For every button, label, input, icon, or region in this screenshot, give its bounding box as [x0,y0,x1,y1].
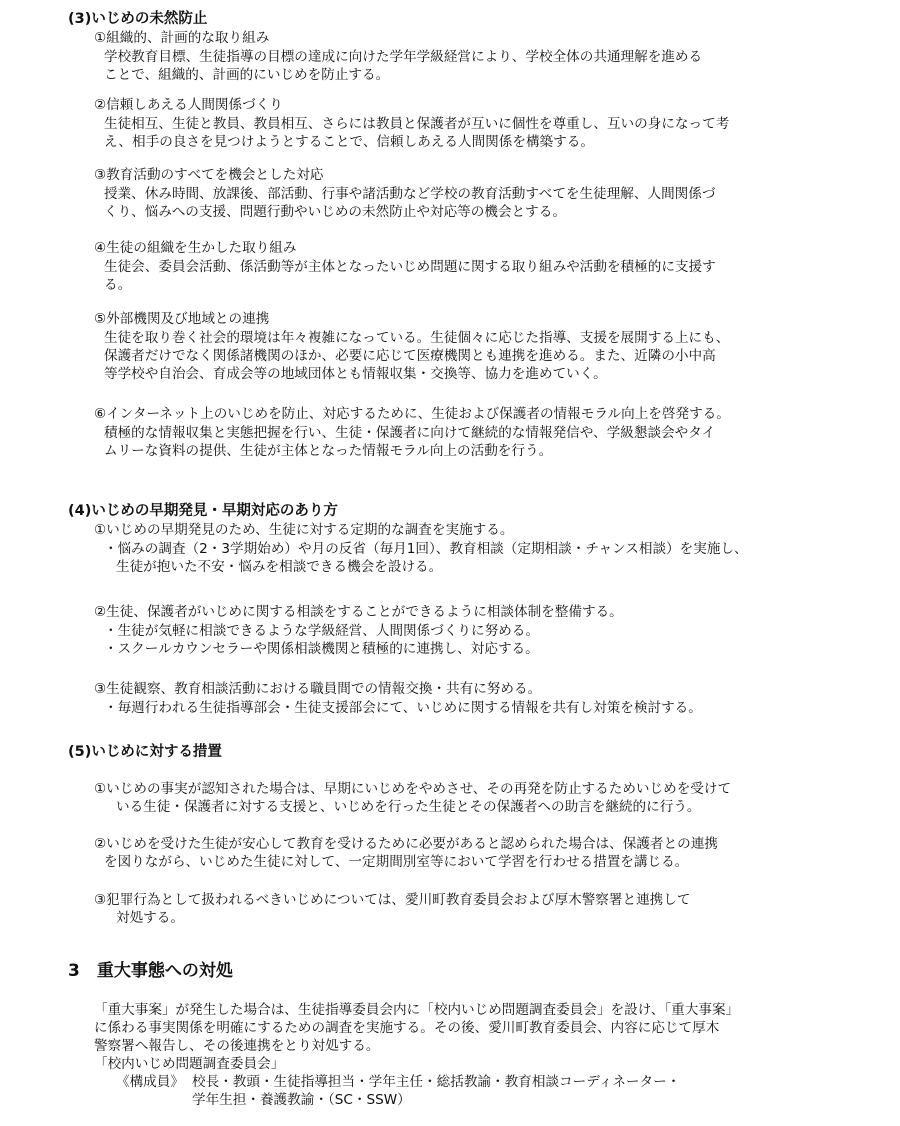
item-3-5-line-3: 等学校や自治会、育成会等の地域団体とも情報収集・交換等、協力を進めていく。 [104,366,607,382]
item-3-5-title: ⑤外部機関及び地域との連携 [94,311,270,327]
serious-body-line-3: 警察署へ報告し、その後連携をとり対処する。 [94,1038,380,1054]
item-3-1-line-2: ことで、組織的、計画的にいじめを防止する。 [104,67,390,83]
item-3-2-line-2: え、相手の良さを見つけようとすることで、信頼しあえる人間関係を構築する。 [104,134,594,150]
section-major-3-heading: 3 重大事態への対処 [68,961,233,981]
item-3-3-line-2: くり、悩みへの支援、問題行動やいじめの未然防止や対応等の機会とする。 [104,204,566,220]
item-3-6-line-1: 積極的な情報収集と実態把握を行い、生徒・保護者に向けて継続的な情報発信や、学級懇談会やタイ [104,425,716,441]
members-line-2: 学年生担・養護教諭・（SC・SSW） [192,1092,411,1108]
members-line-1: 校長・教頭・生徒指導担当・学年主任・総括教諭・教育相談コーディネーター・ [192,1074,681,1090]
item-3-3-title: ③教育活動のすべてを機会とした対応 [94,167,324,183]
item-3-1-line-1: 学校教育目標、生徒指導の目標の達成に向けた学年学級経営により、学校全体の共通理解を進める [104,49,703,65]
section-4-heading: (4)いじめの早期発見・早期対応のあり方 [68,503,338,519]
item-5-2-line-1: ②いじめを受けた生徒が安心して教育を受けるために必要があると認められた場合は、保護者との連携 [94,836,718,852]
serious-body-line-1: 「重大事案」が発生した場合は、生徒指導委員会内に「校内いじめ問題調査委員会」を設け、「重大事案」 [94,1002,740,1018]
item-5-3-line-2: 対処する。 [116,910,184,926]
serious-body-line-2: に係わる事実関係を明確にするための調査を実施する。その後、愛川町教育委員会、内容に応じて厚木 [94,1020,720,1036]
item-3-4-line-2: る。 [104,277,132,293]
section-5-heading: (5)いじめに対する措置 [68,744,222,760]
item-4-2-line-2: ・スクールカウンセラーや関係相談機関と積極的に連携し、対応する。 [104,641,539,657]
item-3-4-title: ④生徒の組織を生かした取り組み [94,240,297,256]
item-5-1-line-1: ①いじめの事実が認知された場合は、早期にいじめをやめさせ、その再発を防止するためいじめを受けて [94,781,732,797]
committee-name: 「校内いじめ問題調査委員会」 [94,1056,285,1072]
item-3-3-line-1: 授業、休み時間、放課後、部活動、行事や諸活動など学校の教育活動すべてを生徒理解、人間関係づ [104,186,716,202]
item-3-2-title: ②信頼しあえる人間関係づくり [94,97,283,113]
section-3-heading: (3)いじめの未然防止 [68,11,208,27]
item-4-1-line-1: ・悩みの調査（2・3学期始め）や月の反省（毎月1回）、教育相談（定期相談・チャンス相談）を実施し、 [104,541,748,557]
item-5-3-line-1: ③犯罪行為として扱われるべきいじめについては、愛川町教育委員会および厚木警察署と連携して [94,892,691,908]
item-4-2-line-1: ・生徒が気軽に相談できるような学級経営、人間関係づくりに努める。 [104,623,539,639]
item-4-3-line-1: ・毎週行われる生徒指導部会・生徒支援部会にて、いじめに関する情報を共有し対策を検討する。 [104,700,702,716]
item-3-6-line-2: ムリーな資料の提供、生徒が主体となった情報モラル向上の活動を行う。 [104,443,553,459]
item-4-3-title: ③生徒観察、教育相談活動における職員間での情報交換・共有に努める。 [94,681,542,697]
item-5-1-line-2: いる生徒・保護者に対する支援と、いじめを行った生徒とその保護者への助言を継続的に行う。 [116,799,701,815]
item-3-2-line-1: 生徒相互、生徒と教員、教員相互、さらには教員と保護者が互いに個性を尊重し、互いの身になって考 [104,116,730,132]
item-3-1-title: ①組織的、計画的な取り組み [94,30,270,46]
item-3-4-line-1: 生徒会、委員会活動、係活動等が主体となったいじめ問題に関する取り組みや活動を積極的に支援す [104,259,716,275]
members-label: 《構成員》 [116,1074,184,1090]
item-4-1-line-2: 生徒が抱いた不安・悩みを相談できる機会を設ける。 [116,559,443,575]
item-4-2-title: ②生徒、保護者がいじめに関する相談をすることができるように相談体制を整備する。 [94,604,623,620]
item-3-6-title: ⑥インターネット上のいじめを防止、対応するために、生徒および保護者の情報モラル向上を啓発する。 [94,406,730,422]
item-3-5-line-2: 保護者だけでなく関係諸機関のほか、必要に応じて医療機関とも連携を進める。また、近隣の小中高 [104,348,716,364]
item-3-5-line-1: 生徒を取り巻く社会的環境は年々複雑になっている。生徒個々に応じた指導、支援を展開する上にも、 [104,330,730,346]
item-4-1-title: ①いじめの早期発見のため、生徒に対する定期的な調査を実施する。 [94,522,514,538]
item-5-2-line-2: を図りながら、いじめた生徒に対して、一定期間別室等において学習を行わせる措置を講じる。 [104,854,689,870]
